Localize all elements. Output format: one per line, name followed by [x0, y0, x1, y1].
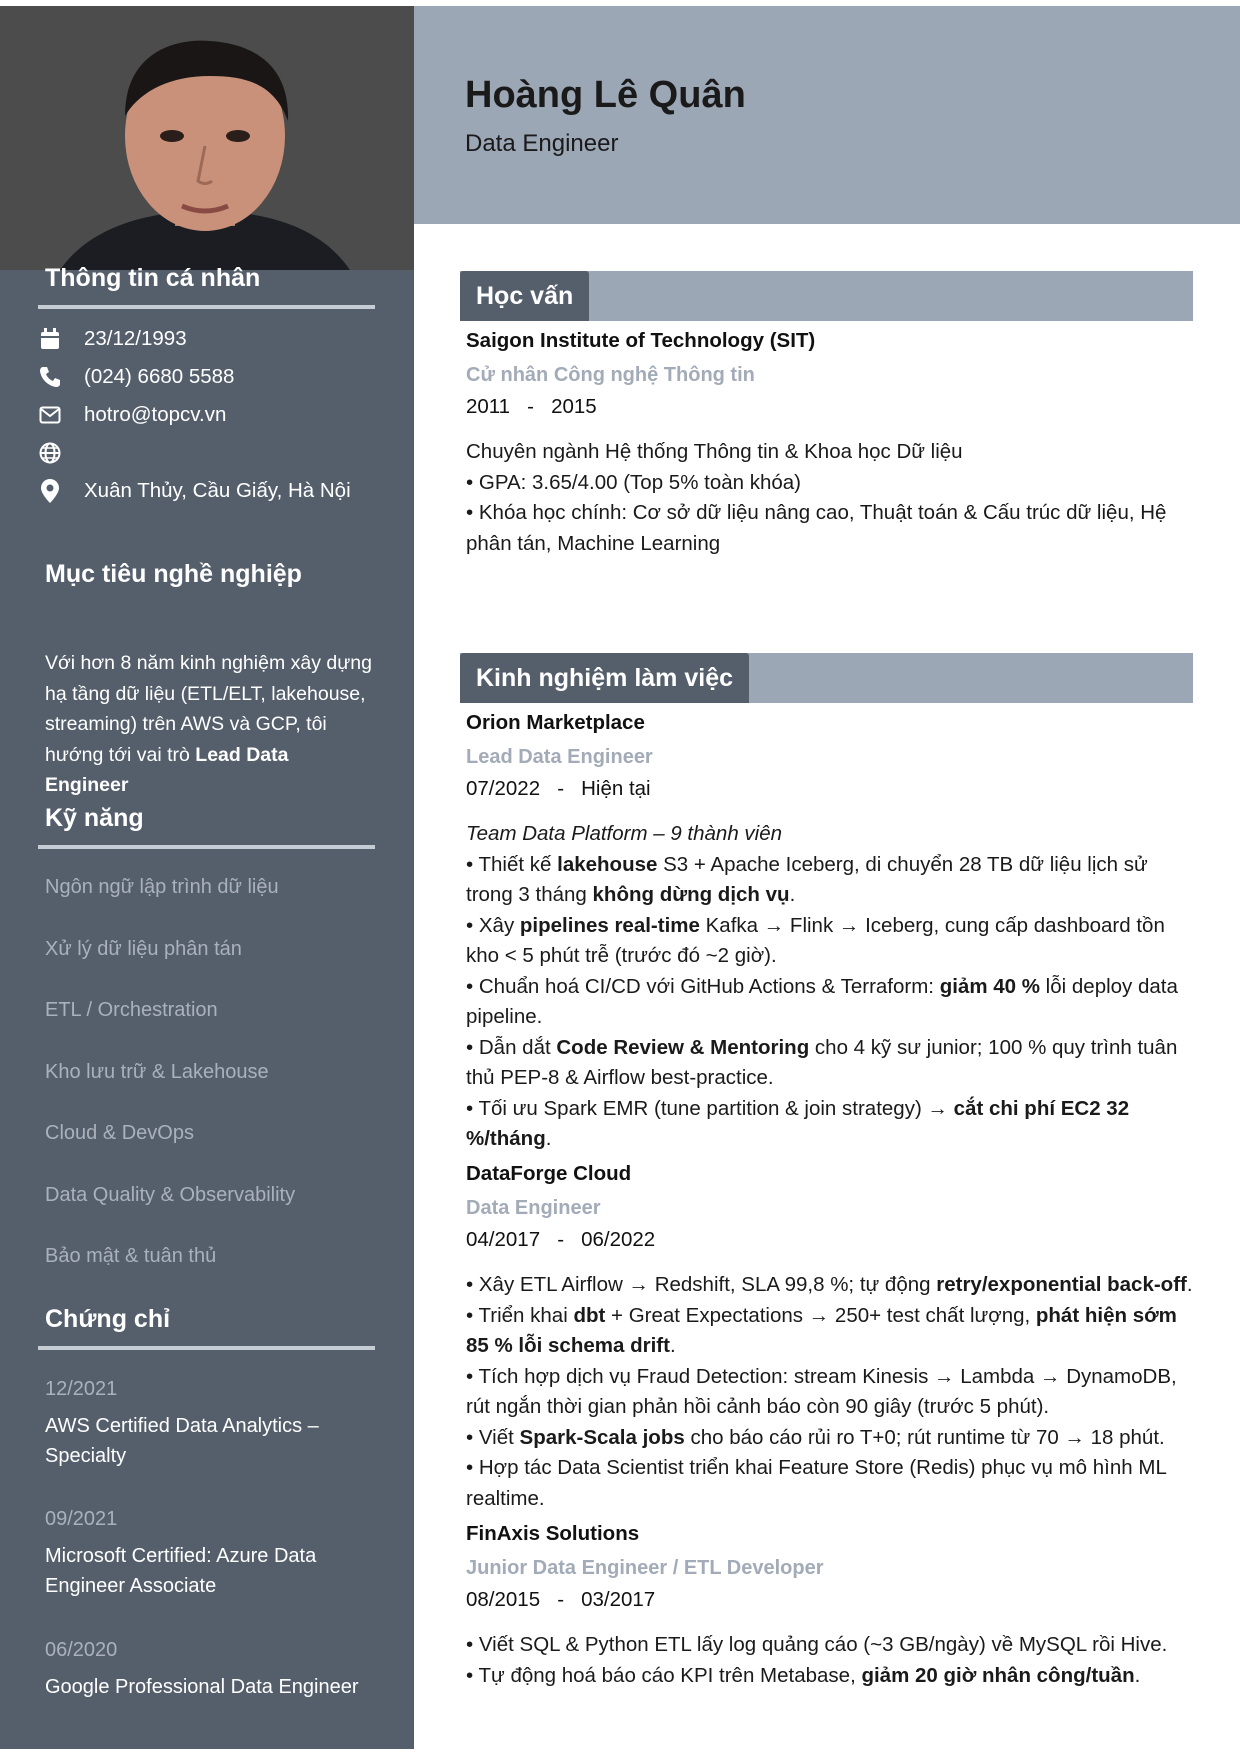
job-details — [466, 819, 1196, 1155]
skill-item: ETL / Orchestration — [45, 999, 218, 1021]
company-name: FinAxis Solutions — [466, 1522, 640, 1545]
job-position: Junior Data Engineer / ETL Developer — [466, 1557, 824, 1579]
cert-name: Microsoft Certified: Azure Data Engineer Associate — [45, 1545, 317, 1597]
cert-date: 09/2021 — [45, 1508, 118, 1530]
phone-text[interactable]: (024) 6680 5588 — [84, 365, 235, 388]
job-period: 08/2015 - 03/2017 — [466, 1588, 656, 1611]
job-position: Data Engineer — [466, 1197, 601, 1219]
section-divider — [38, 845, 375, 849]
objective-text — [45, 648, 375, 801]
school-name: Saigon Institute of Technology (SIT) — [466, 329, 816, 352]
education-period: 2011 - 2015 — [466, 395, 597, 418]
contact-birthday — [38, 324, 187, 354]
job-bullet: • Viết SQL & Python ETL lấy log quảng cáo (~3 GB/ngày) về MySQL rồi Hive. — [466, 1633, 1168, 1656]
skills-heading: Kỹ năng — [45, 804, 144, 832]
birthday-text: 23/12/1993 — [84, 327, 187, 350]
job-details — [466, 1270, 1196, 1514]
job-bullet: • Thiết kế lakehouse S3 + Apache Iceberg, di chuyển 28 TB dữ liệu lịch sử trong 3 tháng không dừng dịch vụ. — [466, 852, 1148, 906]
candidate-name: Hoàng Lê Quân — [465, 74, 746, 116]
skill-item: Bảo mật & tuân thủ — [45, 1245, 217, 1267]
location-pin-icon — [38, 479, 62, 503]
contact-email — [38, 400, 226, 430]
skill-item: Data Quality & Observability — [45, 1184, 296, 1206]
experience-heading: Kinh nghiệm làm việc — [460, 653, 749, 703]
job-bullet: • Chuẩn hoá CI/CD với GitHub Actions & Terraform: giảm 40 % lỗi deploy data pipeline. — [466, 974, 1178, 1028]
job-bullet: • Dẫn dắt Code Review & Mentoring cho 4 kỹ sư junior; 100 % quy trình tuân thủ PEP-8 & Airflow best-practice. — [466, 1035, 1178, 1089]
company-name: Orion Marketplace — [466, 711, 645, 734]
calendar-icon — [38, 327, 62, 351]
job-bullet: • Triển khai dbt + Great Expectations → 250+ test chất lượng, phát hiện sớm 85 % lỗi schema drift. — [466, 1303, 1177, 1357]
email-icon — [38, 403, 62, 427]
education-heading: Học vấn — [460, 271, 589, 321]
contact-address — [38, 476, 351, 506]
cert-date: 12/2021 — [45, 1378, 118, 1400]
job-bullet: • Hợp tác Data Scientist triển khai Feature Store (Redis) phục vụ mô hình ML realtime. — [466, 1456, 1167, 1510]
section-divider — [38, 305, 375, 309]
address-text: Xuân Thủy, Cầu Giấy, Hà Nội — [84, 479, 351, 502]
job-bullet: • Tối ưu Spark EMR (tune partition & join strategy) → cắt chi phí EC2 32 %/tháng. — [466, 1096, 1130, 1150]
phone-icon — [38, 365, 62, 389]
email-text[interactable]: hotro@topcv.vn — [84, 403, 227, 426]
education-line: • Khóa học chính: Cơ sở dữ liệu nâng cao, Thuật toán & Cấu trúc dữ liệu, Hệ phân tán, Machine Learning — [466, 501, 1167, 555]
section-divider — [38, 1346, 375, 1350]
contact-phone — [38, 362, 234, 392]
cert-name: Google Professional Data Engineer — [45, 1676, 359, 1698]
contact-website — [38, 438, 84, 468]
education-line: Chuyên ngành Hệ thống Thông tin & Khoa học Dữ liệu — [466, 440, 963, 463]
job-bullet: • Tích hợp dịch vụ Fraud Detection: stream Kinesis → Lambda → DynamoDB, rút ngắn thời gian phản hồi cảnh báo còn 90 giây (trước 5 phút). — [466, 1364, 1177, 1418]
header-banner — [414, 6, 1240, 224]
cert-name: AWS Certified Data Analytics – Specialty — [45, 1415, 319, 1467]
job-position: Lead Data Engineer — [466, 746, 653, 768]
job-bullet: • Tự động hoá báo cáo KPI trên Metabase, giảm 20 giờ nhân công/tuần. — [466, 1663, 1141, 1687]
globe-icon — [38, 441, 62, 465]
job-details — [466, 1630, 1196, 1691]
candidate-title: Data Engineer — [465, 130, 619, 157]
personal-info-heading: Thông tin cá nhân — [45, 264, 261, 292]
education-line: • GPA: 3.65/4.00 (Top 5% toàn khóa) — [466, 470, 801, 494]
objective-body: Với hơn 8 năm kinh nghiệm xây dựng hạ tầng dữ liệu (ETL/ELT, lakehouse, streaming) trên AWS và GCP, tôi hướng tới vai trò — [45, 652, 372, 766]
objective-heading: Mục tiêu nghề nghiệp — [45, 560, 302, 588]
skill-item: Xử lý dữ liệu phân tán — [45, 938, 242, 960]
job-period: 04/2017 - 06/2022 — [466, 1228, 656, 1251]
skill-item: Kho lưu trữ & Lakehouse — [45, 1061, 269, 1083]
company-name: DataForge Cloud — [466, 1162, 632, 1185]
job-bullet: • Xây pipelines real-time Kafka → Flink → Iceberg, cung cấp dashboard tồn kho < 5 phút trễ (trước đó ~2 giờ). — [466, 913, 1165, 967]
job-bullet: • Viết Spark-Scala jobs cho báo cáo rủi ro T+0; rút runtime từ 70 → 18 phút. — [466, 1425, 1165, 1449]
team-info: Team Data Platform – 9 thành viên — [466, 822, 783, 845]
skill-item: Cloud & DevOps — [45, 1122, 194, 1144]
skill-item: Ngôn ngữ lập trình dữ liệu — [45, 876, 279, 898]
profile-photo — [0, 6, 414, 270]
sidebar — [0, 6, 414, 1749]
job-period: 07/2022 - Hiện tại — [466, 777, 651, 800]
degree-name: Cử nhân Công nghệ Thông tin — [466, 364, 755, 386]
job-bullet: • Xây ETL Airflow → Redshift, SLA 99,8 %; tự động retry/exponential back-off. — [466, 1273, 1193, 1296]
objective-highlight: Lead Data Engineer — [45, 743, 289, 796]
education-details — [466, 437, 1196, 559]
certificates-heading: Chứng chỉ — [45, 1305, 171, 1333]
cert-date: 06/2020 — [45, 1639, 118, 1661]
